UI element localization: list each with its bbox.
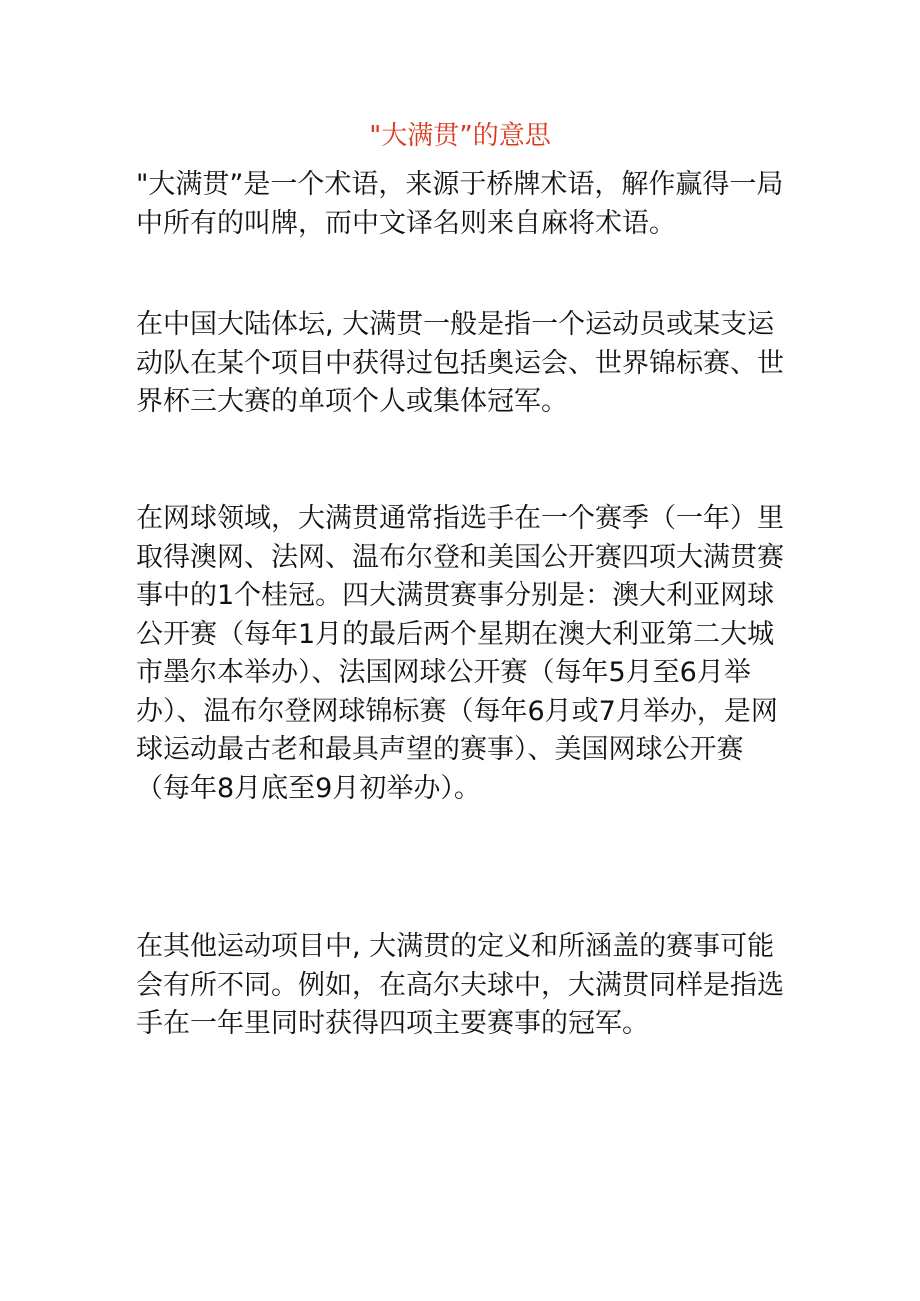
document-title: "大满贯”的意思	[369, 121, 551, 151]
paragraph-tennis: 在网球领域，大满贯通常指选手在一个赛季（一年）里取得澳网、法网、温布尔登和美国公开赛四项大满贯赛事中的1个桂冠。四大满贯赛事分别是：澳大利亚网球公开赛（每年1月的最后两个星期在澳大利亚第二大城市墨尔本举办）、法国网球公开赛（每年5月至6月举办）、温布尔登网球锦标赛（每年6月或7月举办，是网球运动最古老和最具声望的赛事）、美国网球公开赛（每年8月底至9月初举办）。	[136, 503, 784, 804]
paragraph-china-sports: 在中国大陆体坛, 大满贯一般是指一个运动员或某支运动队在某个项目中获得过包括奥运会、世界锦标赛、世界杯三大赛的单项个人或集体冠军。	[136, 309, 784, 417]
paragraph-other-sports: 在其他运动项目中, 大满贯的定义和所涵盖的赛事可能会有所不同。例如，在高尔夫球中，大满贯同样是指选手在一年里同时获得四项主要赛事的冠军。	[136, 931, 784, 1039]
paragraph-origin: "大满贯”是一个术语，来源于桥牌术语，解作赢得一局中所有的叫牌，而中文译名则来自麻将术语。	[136, 169, 784, 239]
